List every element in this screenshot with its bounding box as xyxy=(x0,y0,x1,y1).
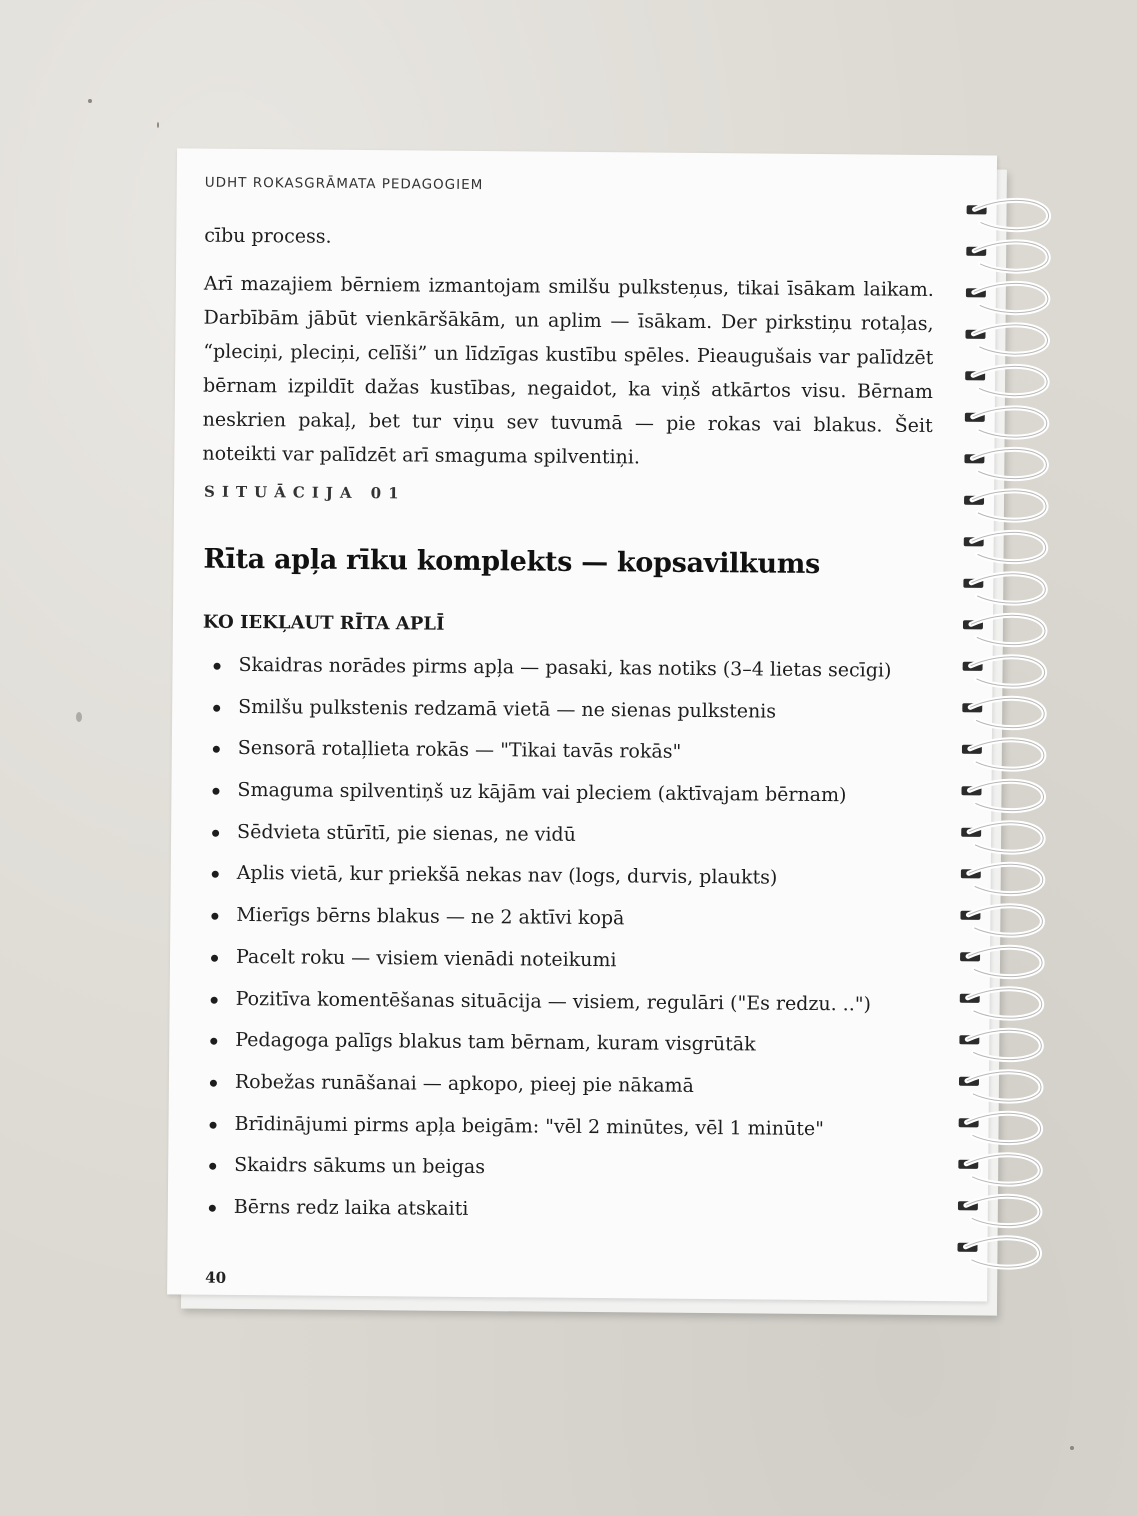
list-item xyxy=(209,853,890,901)
spiral-coil xyxy=(967,1030,1041,1060)
list-item-text: Skaidrs sākums un beigas xyxy=(234,1154,486,1179)
spiral-coil xyxy=(972,490,1046,520)
bullet-icon xyxy=(212,788,219,795)
list-item xyxy=(209,811,890,859)
bullet-icon xyxy=(213,704,220,711)
spiral-coil xyxy=(971,615,1045,645)
body-text xyxy=(202,219,934,491)
spiral-coil xyxy=(970,698,1044,728)
list-item-text: Mierīgs bērns blakus — ne 2 aktīvi kopā xyxy=(236,904,625,930)
wall-speck xyxy=(157,122,159,128)
list-item-text: Robežas runāšanai — apkopo, pieej pie nākamā xyxy=(234,1070,695,1097)
list-item-text: Pozitīva komentēšanas situācija — visiem, regulāri ("Es redzu. ..") xyxy=(235,987,872,1015)
spiral-coil xyxy=(969,864,1043,894)
bullet-icon xyxy=(209,1163,216,1170)
list-item-text: Smaguma spilventiņš uz kājām vai pleciem (aktīvajam bērnam) xyxy=(237,778,847,807)
bullet-icon xyxy=(211,996,218,1003)
spiral-coil xyxy=(974,241,1048,271)
spiral-coil xyxy=(969,822,1043,852)
bullet-icon xyxy=(211,955,218,962)
list-item xyxy=(207,978,888,1026)
wall-speck xyxy=(1070,1446,1074,1450)
paragraph: cību process. xyxy=(204,224,332,248)
notebook xyxy=(167,148,1012,1315)
spiral-coil xyxy=(969,781,1043,811)
paragraph: Arī mazajiem bērniem izmantojam smilšu pulksteņus, tikai īsākam laikam. Darbībām jābūt vienkāršākām, un aplim — īsākam. Der pirkstiņu rotaļas, “pleciņi, pleciņi, celīši” un līdzīgas kustību spēles. Pieaugušais var palīdzēt bērnam izpildīt dažas kustības, negaidot, ka viņš atkārtos visu. Bērnam neskrien pakaļ, bet tur viņu sev tuvumā — pie rokas vai blakus. Šeit noteikti var palīdzēt arī smaguma spilventiņi. xyxy=(202,272,934,469)
list-item xyxy=(210,645,891,693)
bullet-icon xyxy=(210,1080,217,1087)
bullet-icon xyxy=(213,746,220,753)
subheading: KO IEKĻAUT RĪTA APLĪ xyxy=(202,611,445,635)
list-item-text: Pacelt roku — visiem vienādi noteikumi xyxy=(235,945,617,972)
list-item-text: Brīdinājumi pirms apļa beigām: "vēl 2 minūtes, vēl 1 minūte" xyxy=(234,1112,824,1140)
spiral-coil xyxy=(966,1196,1040,1226)
spiral-coil xyxy=(965,1237,1039,1267)
spiral-coil xyxy=(973,366,1047,396)
bullet-icon xyxy=(212,829,219,836)
spiral-coil xyxy=(967,1071,1041,1101)
section-title: Rīta apļa rīku komplekts — kopsavilkums xyxy=(203,543,821,581)
list-item-text: Pedagoga palīgs blakus tam bērnam, kuram visgrūtāk xyxy=(235,1029,756,1056)
list-item xyxy=(207,1062,888,1110)
list-item-text: Bērns redz laika atskaiti xyxy=(233,1195,469,1220)
spiral-coil xyxy=(968,988,1042,1018)
bullet-icon xyxy=(210,1121,217,1128)
list-item-text: Sēdvieta stūrītī, pie sienas, ne vidū xyxy=(237,820,576,846)
spiral-coil xyxy=(966,1113,1040,1143)
checklist xyxy=(206,645,892,1235)
list-item xyxy=(206,1145,887,1193)
situation-label: SITUĀCIJA 01 xyxy=(204,482,406,503)
list-item xyxy=(210,728,891,776)
list-item xyxy=(206,1187,887,1235)
wall-speck xyxy=(76,712,82,722)
spiral-coil xyxy=(968,947,1042,977)
list-item xyxy=(207,1020,888,1068)
spiral-coil xyxy=(973,324,1047,354)
list-item xyxy=(206,1103,887,1151)
list-item xyxy=(208,936,889,984)
list-item xyxy=(209,770,890,818)
spiral-coil xyxy=(966,1154,1040,1184)
spiral-coil xyxy=(972,532,1046,562)
spiral-binding-icon xyxy=(957,190,1057,1291)
list-item-text: Sensorā rotaļlieta rokās — "Tikai tavās rokās" xyxy=(237,737,682,764)
bullet-icon xyxy=(211,913,218,920)
list-item-text: Skaidras norādes pirms apļa — pasaki, kas notiks (3–4 lietas secīgi) xyxy=(238,653,892,682)
spiral-coil xyxy=(974,200,1048,230)
list-item-text: Smilšu pulkstenis redzamā vietā — ne sienas pulkstenis xyxy=(238,695,777,723)
spiral-coil xyxy=(968,905,1042,935)
bullet-icon xyxy=(214,663,221,670)
list-item xyxy=(210,686,891,734)
spiral-coil xyxy=(974,283,1048,313)
spiral-coil xyxy=(973,407,1047,437)
spiral-coil xyxy=(972,449,1046,479)
notebook-page xyxy=(167,148,997,1301)
page-number: 40 xyxy=(205,1268,227,1287)
list-item-text: Aplis vietā, kur priekšā nekas nav (logs, durvis, plaukts) xyxy=(236,862,778,890)
bullet-icon xyxy=(210,1038,217,1045)
spiral-coil xyxy=(971,573,1045,603)
spiral-coil xyxy=(970,656,1044,686)
spiral-coil xyxy=(970,739,1044,769)
running-head: UDHT ROKASGRĀMATA PEDAGOGIEM xyxy=(204,174,484,194)
wall-speck xyxy=(88,99,92,103)
bullet-icon xyxy=(209,1205,216,1212)
list-item xyxy=(208,895,889,943)
bullet-icon xyxy=(212,871,219,878)
